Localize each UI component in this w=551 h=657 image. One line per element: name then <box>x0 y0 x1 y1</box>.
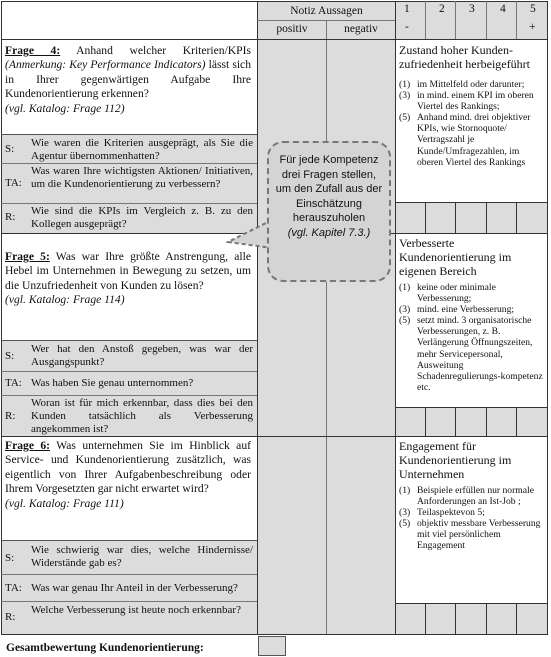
rating-num: (5) <box>399 112 411 124</box>
question-4-label: Frage 4: <box>5 44 61 57</box>
rating-num: (3) <box>399 304 411 316</box>
q5-sub-1 <box>1 371 257 372</box>
q5-rating-list <box>399 282 547 393</box>
sub-text: Was waren Ihre wichtigsten Aktionen/ Initiativen, um die Kundenorientierung zu verbessern? <box>31 165 253 190</box>
notes-negative-shade <box>326 39 395 634</box>
sub-text: Wie waren die Kriterien ausgeprägt, als Sie die Agentur übernommenhatten? <box>31 137 253 162</box>
question-5-text: Was war Ihre größte Anstrengung, alle Hebel im Unternehmen in Bewegung zu setzen, um die Unzufriedenheit von Kunden zu lösen? <box>5 250 251 292</box>
sub-key: TA: <box>5 377 22 389</box>
rating-num: (1) <box>399 485 411 496</box>
rating-text: Anhand mind. drei objektiver KPIs, wie Stornoquote/ Vertragszahl je Kunde/Umfragezahlen, im oberen Viertel des Rankings <box>417 112 531 168</box>
sub-text: Woran ist für mich erkennbar, dass dies bei den Kunden tatsächlich als Verbesserung angekommen ist? <box>31 397 253 435</box>
header-scale-2: 2 <box>439 3 445 15</box>
rating-num: (5) <box>399 315 411 327</box>
sub-text: Wie schwierig war dies, welche Hindernisse/ Widerstände gab es? <box>31 544 253 569</box>
q5-rating-title: Verbesserte Kundenorientierung im eigenen Bereich <box>399 236 512 278</box>
sub-text: Welche Verbesserung ist heute noch erkennbar? <box>31 604 241 616</box>
q4-rating-title: Zustand hoher Kunden-zufriedenheit herbeigeführt <box>399 43 530 71</box>
question-4-text2: lässt sich in Ihrer gegenwärtigen Aufgabe Ihre Kundenorientierung erkennen? <box>5 58 252 101</box>
rating-text: objektiv messbare Verbesserung mit viel persönlichem Engagement <box>417 518 541 552</box>
frame-top <box>1 1 548 2</box>
frame-right <box>547 1 548 635</box>
sub-key: TA: <box>5 177 22 189</box>
header-positiv: positiv <box>276 23 308 35</box>
question-4-ref: (vgl. Katalog: Frage 112) <box>5 101 125 115</box>
col-line-rating <box>395 1 396 635</box>
header-plus: + <box>529 21 536 33</box>
q5-sub-r <box>5 397 255 436</box>
rating-item <box>399 315 547 393</box>
q6-rating-shade <box>395 603 547 634</box>
sub-text: Wer hat den Anstoß gegeben, was war der Ausgangspunkt? <box>31 343 253 368</box>
q5-rate-d3 <box>486 407 487 436</box>
sub-key: R: <box>5 211 16 223</box>
q4-rate-d2 <box>455 202 456 233</box>
q6-sub-2 <box>1 601 257 602</box>
rating-num: (3) <box>399 507 411 519</box>
q4-rate-top <box>395 202 548 203</box>
sub-key: S: <box>5 143 15 155</box>
question-6-label: Frage 6: <box>5 439 51 452</box>
q6-rating-title: Engagement für Kundenorientierung im Unternehmen <box>399 439 512 481</box>
callout-note <box>267 141 391 282</box>
rating-item <box>399 112 545 167</box>
q5-sub-top <box>1 340 257 341</box>
rating-item <box>399 79 545 90</box>
question-5-ref: (vgl. Katalog: Frage 114) <box>5 293 125 307</box>
col-line-question <box>257 1 258 635</box>
q5-sub-2 <box>1 395 257 396</box>
notes-positive-shade <box>257 39 326 634</box>
hdr-mid <box>257 20 395 21</box>
q4-rating-shade <box>395 202 547 233</box>
rating-text: Beispiele erfüllen nur normale Anforderungen an Ist-Job ; <box>417 485 534 508</box>
q5-rate-d1 <box>425 407 426 436</box>
sep-q5-q6 <box>1 436 548 437</box>
question-4-text: Anhand welcher Kriterien/KPIs <box>60 44 251 57</box>
q6-rate-d4 <box>516 603 517 634</box>
q4-sub-r <box>5 205 255 233</box>
header-minus: - <box>405 21 409 33</box>
rating-text: mind. eine Verbesserung; <box>417 304 515 316</box>
scale-div-4 <box>516 1 517 39</box>
q5-sub-ta <box>5 377 255 395</box>
q4-rating-list <box>399 79 545 168</box>
rating-text: keine oder minimale Verbesserung; <box>417 282 496 305</box>
question-5-label: Frage 5: <box>5 250 50 263</box>
callout-text: Für jede Kompetenz drei Fragen stellen, um den Zufall aus der Einschätzung herauszuholen <box>275 154 383 224</box>
callout-ref: (vgl. Kapitel 7.3.) <box>287 226 371 239</box>
question-6-text: Was unternehmen Sie im Hinblick auf Service- und Kundenorientierung zusätzlich, was eigentlich von Ihrer Aufgabenbeschreibung oder Ihrem Vorgesetzten gar nicht erwartet wird? <box>5 439 251 496</box>
q4-sub-top <box>1 134 257 135</box>
header-scale-4: 4 <box>500 3 506 15</box>
rating-item <box>399 282 547 304</box>
q6-sub-s <box>5 544 255 574</box>
q6-sub-top <box>1 540 257 541</box>
overall-rating-label: Gesamtbewertung Kundenorientierung: <box>6 642 204 654</box>
q6-rate-d3 <box>486 603 487 634</box>
q4-sub-s <box>5 137 255 163</box>
rating-item <box>399 507 545 518</box>
q6-rate-d2 <box>455 603 456 634</box>
q4-sub-1 <box>1 163 257 164</box>
q4-rate-d4 <box>516 202 517 233</box>
question-6-ref: (vgl. Katalog: Frage 111) <box>5 496 124 510</box>
rating-text: in mind. einem KPI im oberen Viertel des Rankings; <box>417 90 534 113</box>
scale-div-1 <box>425 1 426 39</box>
rating-num: (5) <box>399 518 411 530</box>
rating-num: (1) <box>399 79 411 90</box>
header-scale-5: 5 <box>530 3 536 15</box>
rating-num: (3) <box>399 90 411 102</box>
question-5 <box>5 250 251 308</box>
sub-key: S: <box>5 552 15 564</box>
q5-rate-d4 <box>516 407 517 436</box>
rating-text: im Mittelfeld oder darunter; <box>417 79 525 90</box>
q4-sub-2 <box>1 203 257 204</box>
q5-rate-top <box>395 407 548 408</box>
q6-rating-list <box>399 485 545 552</box>
rating-text: Teilaspektevon 5; <box>417 507 485 519</box>
header-scale-3: 3 <box>469 3 475 15</box>
scale-div-2 <box>455 1 456 39</box>
q6-sub-r <box>5 604 255 634</box>
question-4-note: (Anmerkung: Key Performance Indicators) <box>5 58 206 72</box>
question-4 <box>5 44 251 116</box>
header-notiz: Notiz Aussagen <box>290 5 363 17</box>
sub-key: R: <box>5 611 16 623</box>
rating-item <box>399 304 547 315</box>
q6-sub-ta <box>5 582 255 600</box>
header-negativ: negativ <box>344 23 378 35</box>
sub-text: Wie sind die KPIs im Vergleich z. B. zu den Kollegen ausgeprägt? <box>31 205 253 230</box>
sub-key: TA: <box>5 582 22 594</box>
rating-text: setzt mind. 3 organisatorische Verbesserungen, z. B. Verlängerung Öffnungszeiten, mehr Servicepersonal, Ausweitung Schadenregulierungs-kompetenz etc. <box>417 315 543 393</box>
overall-rating-box[interactable] <box>258 636 286 656</box>
q5-rate-d2 <box>455 407 456 436</box>
sub-text: Was haben Sie genau unternommen? <box>31 377 194 389</box>
q5-rating-shade <box>395 407 547 436</box>
rating-item <box>399 90 545 112</box>
col-line-notes <box>326 20 327 634</box>
q4-rate-d3 <box>486 202 487 233</box>
header-scale-1: 1 <box>404 3 410 15</box>
frame-bottom <box>1 634 548 635</box>
q6-sub-1 <box>1 574 257 575</box>
sub-key: S: <box>5 350 15 362</box>
q5-sub-s <box>5 343 255 371</box>
scale-div-3 <box>486 1 487 39</box>
sub-text: Was war genau Ihr Anteil in der Verbesserung? <box>31 582 238 594</box>
q4-sub-ta <box>5 165 255 203</box>
hdr-bottom <box>1 39 548 40</box>
rating-item <box>399 485 545 507</box>
rating-item <box>399 518 545 551</box>
q6-rate-d1 <box>425 603 426 634</box>
question-6 <box>5 439 251 511</box>
q6-rate-top <box>395 603 548 604</box>
sub-key: R: <box>5 410 16 422</box>
rating-num: (1) <box>399 282 411 293</box>
q4-rate-d1 <box>425 202 426 233</box>
